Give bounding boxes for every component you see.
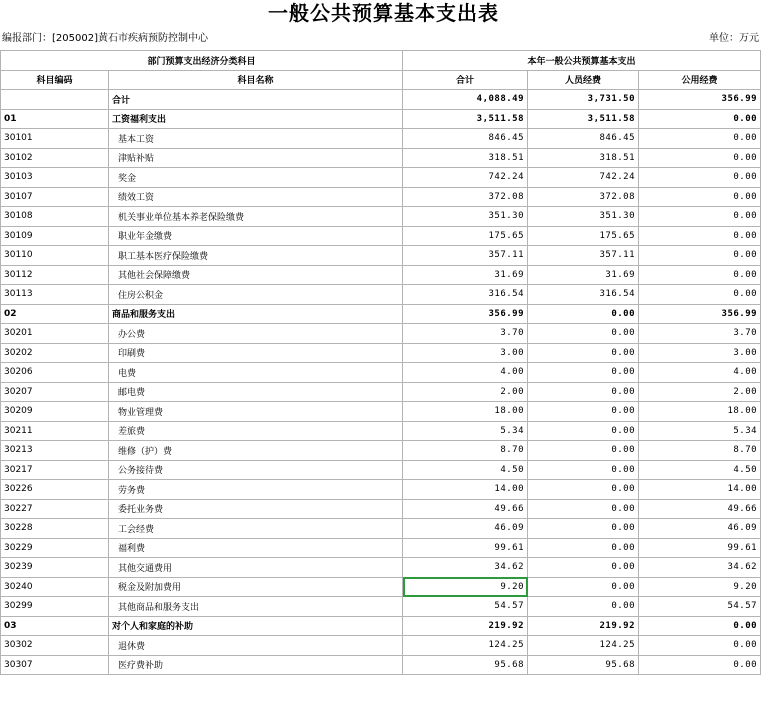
row-name-cell[interactable]: 其他交通费用 bbox=[109, 558, 403, 578]
row-public-cell[interactable]: 0.00 bbox=[639, 129, 761, 149]
row-code-cell[interactable]: 30108 bbox=[1, 207, 109, 227]
row-code-cell[interactable]: 30113 bbox=[1, 285, 109, 305]
table-row bbox=[1, 226, 761, 246]
row-name-cell[interactable]: 医疗费补助 bbox=[109, 655, 403, 675]
row-total-cell[interactable]: 34.62 bbox=[403, 558, 528, 578]
row-code-cell[interactable]: 30299 bbox=[1, 597, 109, 617]
row-personnel-cell[interactable]: 357.11 bbox=[528, 246, 639, 266]
row-name-cell[interactable]: 住房公积金 bbox=[109, 285, 403, 305]
row-name-cell[interactable]: 机关事业单位基本养老保险缴费 bbox=[109, 207, 403, 227]
table-row bbox=[1, 421, 761, 441]
row-code-cell[interactable]: 30109 bbox=[1, 226, 109, 246]
table-row bbox=[1, 324, 761, 344]
table-row bbox=[1, 265, 761, 285]
row-code-cell[interactable]: 30112 bbox=[1, 265, 109, 285]
row-total-cell[interactable]: 46.09 bbox=[403, 519, 528, 539]
row-total-cell[interactable]: 18.00 bbox=[403, 402, 528, 422]
row-personnel-cell[interactable]: 0.00 bbox=[528, 324, 639, 344]
table-row bbox=[1, 285, 761, 305]
row-total-cell[interactable]: 2.00 bbox=[403, 382, 528, 402]
table-row bbox=[1, 109, 761, 129]
unit-value: [205002]黄石市疾病预防控制中心 bbox=[52, 33, 208, 44]
row-public-cell[interactable]: 0.00 bbox=[639, 187, 761, 207]
table-row bbox=[1, 363, 761, 383]
row-public-cell[interactable]: 2.00 bbox=[639, 382, 761, 402]
row-personnel-cell[interactable]: 95.68 bbox=[528, 655, 639, 675]
unit-label: 编报部门： bbox=[2, 33, 52, 44]
row-code-cell[interactable]: 30101 bbox=[1, 129, 109, 149]
header-group-row bbox=[1, 51, 761, 71]
row-personnel-cell[interactable]: 0.00 bbox=[528, 460, 639, 480]
row-public-cell[interactable]: 4.00 bbox=[639, 363, 761, 383]
row-public-cell[interactable]: 49.66 bbox=[639, 499, 761, 519]
row-total-cell[interactable]: 124.25 bbox=[403, 636, 528, 656]
header-total[interactable]: 合计 bbox=[403, 70, 528, 90]
header-group-left[interactable]: 部门预算支出经济分类科目 bbox=[1, 51, 403, 71]
row-total-cell[interactable]: 4.00 bbox=[403, 363, 528, 383]
table-row bbox=[1, 636, 761, 656]
row-public-cell[interactable]: 0.00 bbox=[639, 655, 761, 675]
row-personnel-cell[interactable]: 0.00 bbox=[528, 343, 639, 363]
row-name-cell[interactable]: 职业年金缴费 bbox=[109, 226, 403, 246]
row-name-cell[interactable]: 工会经费 bbox=[109, 519, 403, 539]
row-total-cell[interactable]: 3.00 bbox=[403, 343, 528, 363]
row-public-cell[interactable]: 46.09 bbox=[639, 519, 761, 539]
row-public-cell[interactable]: 8.70 bbox=[639, 441, 761, 461]
row-total-cell[interactable]: 9.20 bbox=[403, 577, 528, 597]
row-total-cell[interactable]: 95.68 bbox=[403, 655, 528, 675]
row-name-cell[interactable]: 差旅费 bbox=[109, 421, 403, 441]
table-row bbox=[1, 246, 761, 266]
row-code-cell[interactable]: 30207 bbox=[1, 382, 109, 402]
table-row bbox=[1, 460, 761, 480]
table-row bbox=[1, 616, 761, 636]
row-total-cell[interactable]: 356.99 bbox=[403, 304, 528, 324]
row-public-cell[interactable]: 0.00 bbox=[639, 109, 761, 129]
row-name-cell[interactable]: 基本工资 bbox=[109, 129, 403, 149]
row-public-cell[interactable]: 0.00 bbox=[639, 148, 761, 168]
table-row bbox=[1, 187, 761, 207]
row-public-cell[interactable]: 0.00 bbox=[639, 616, 761, 636]
header-name[interactable]: 科目名称 bbox=[109, 70, 403, 90]
header-code[interactable]: 科目编码 bbox=[1, 70, 109, 90]
row-personnel-cell[interactable]: 0.00 bbox=[528, 577, 639, 597]
row-total-cell[interactable]: 219.92 bbox=[403, 616, 528, 636]
table-row bbox=[1, 304, 761, 324]
row-total-cell[interactable]: 5.34 bbox=[403, 421, 528, 441]
row-name-cell[interactable]: 维修（护）费 bbox=[109, 441, 403, 461]
row-public-cell[interactable]: 5.34 bbox=[639, 421, 761, 441]
row-name-cell[interactable]: 绩效工资 bbox=[109, 187, 403, 207]
row-personnel-cell[interactable]: 3,731.50 bbox=[528, 90, 639, 110]
row-public-cell[interactable]: 0.00 bbox=[639, 226, 761, 246]
row-public-cell[interactable]: 3.00 bbox=[639, 343, 761, 363]
row-total-cell[interactable]: 3,511.58 bbox=[403, 109, 528, 129]
row-code-cell[interactable]: 30202 bbox=[1, 343, 109, 363]
row-personnel-cell[interactable]: 0.00 bbox=[528, 382, 639, 402]
row-code-cell[interactable]: 30211 bbox=[1, 421, 109, 441]
table-row bbox=[1, 90, 761, 110]
row-total-cell[interactable]: 316.54 bbox=[403, 285, 528, 305]
row-name-cell[interactable]: 奖金 bbox=[109, 168, 403, 188]
row-code-cell[interactable]: 30201 bbox=[1, 324, 109, 344]
row-name-cell[interactable]: 邮电费 bbox=[109, 382, 403, 402]
table-row bbox=[1, 402, 761, 422]
row-code-cell[interactable]: 30226 bbox=[1, 480, 109, 500]
row-total-cell[interactable]: 4,088.49 bbox=[403, 90, 528, 110]
table-row bbox=[1, 207, 761, 227]
row-public-cell[interactable]: 0.00 bbox=[639, 207, 761, 227]
row-code-cell[interactable]: 30227 bbox=[1, 499, 109, 519]
row-code-cell[interactable]: 30229 bbox=[1, 538, 109, 558]
row-name-cell[interactable]: 电费 bbox=[109, 363, 403, 383]
table-row bbox=[1, 441, 761, 461]
row-personnel-cell[interactable]: 0.00 bbox=[528, 558, 639, 578]
row-name-cell[interactable]: 物业管理费 bbox=[109, 402, 403, 422]
row-code-cell[interactable]: 30228 bbox=[1, 519, 109, 539]
row-public-cell[interactable]: 356.99 bbox=[639, 90, 761, 110]
row-total-cell[interactable]: 4.50 bbox=[403, 460, 528, 480]
row-name-cell[interactable]: 职工基本医疗保险缴费 bbox=[109, 246, 403, 266]
table-row bbox=[1, 655, 761, 675]
row-personnel-cell[interactable]: 31.69 bbox=[528, 265, 639, 285]
row-name-cell[interactable]: 工资福利支出 bbox=[109, 109, 403, 129]
table-row bbox=[1, 519, 761, 539]
row-personnel-cell[interactable]: 0.00 bbox=[528, 402, 639, 422]
row-total-cell[interactable]: 14.00 bbox=[403, 480, 528, 500]
row-personnel-cell[interactable]: 351.30 bbox=[528, 207, 639, 227]
row-name-cell[interactable]: 公务接待费 bbox=[109, 460, 403, 480]
row-total-cell[interactable]: 175.65 bbox=[403, 226, 528, 246]
currency-unit: 单位：万元 bbox=[709, 33, 759, 44]
row-code-cell[interactable]: 01 bbox=[1, 109, 109, 129]
row-personnel-cell[interactable]: 0.00 bbox=[528, 499, 639, 519]
row-personnel-cell[interactable]: 318.51 bbox=[528, 148, 639, 168]
row-public-cell[interactable]: 0.00 bbox=[639, 168, 761, 188]
row-personnel-cell[interactable]: 0.00 bbox=[528, 363, 639, 383]
table-row bbox=[1, 558, 761, 578]
row-name-cell[interactable]: 合计 bbox=[109, 90, 403, 110]
row-total-cell[interactable]: 357.11 bbox=[403, 246, 528, 266]
row-code-cell[interactable]: 30110 bbox=[1, 246, 109, 266]
row-total-cell[interactable]: 846.45 bbox=[403, 129, 528, 149]
row-personnel-cell[interactable]: 0.00 bbox=[528, 597, 639, 617]
row-total-cell[interactable]: 54.57 bbox=[403, 597, 528, 617]
expenditure-table bbox=[0, 50, 761, 675]
row-public-cell[interactable]: 0.00 bbox=[639, 246, 761, 266]
row-code-cell[interactable]: 30206 bbox=[1, 363, 109, 383]
row-name-cell[interactable]: 劳务费 bbox=[109, 480, 403, 500]
table-row bbox=[1, 129, 761, 149]
row-personnel-cell[interactable]: 175.65 bbox=[528, 226, 639, 246]
row-personnel-cell[interactable]: 742.24 bbox=[528, 168, 639, 188]
page-title: 一般公共预算基本支出表 bbox=[268, 1, 499, 25]
header-public[interactable]: 公用经费 bbox=[639, 70, 761, 90]
table-row bbox=[1, 499, 761, 519]
row-code-cell[interactable]: 30102 bbox=[1, 148, 109, 168]
row-total-cell[interactable]: 31.69 bbox=[403, 265, 528, 285]
row-personnel-cell[interactable]: 0.00 bbox=[528, 480, 639, 500]
row-personnel-cell[interactable]: 0.00 bbox=[528, 538, 639, 558]
row-code-cell[interactable]: 30302 bbox=[1, 636, 109, 656]
row-total-cell[interactable]: 49.66 bbox=[403, 499, 528, 519]
row-public-cell[interactable]: 0.00 bbox=[639, 265, 761, 285]
row-personnel-cell[interactable]: 219.92 bbox=[528, 616, 639, 636]
row-personnel-cell[interactable]: 846.45 bbox=[528, 129, 639, 149]
table-row bbox=[1, 480, 761, 500]
table-row bbox=[1, 168, 761, 188]
header-group-right[interactable]: 本年一般公共预算基本支出 bbox=[403, 51, 761, 71]
row-public-cell[interactable]: 34.62 bbox=[639, 558, 761, 578]
row-name-cell[interactable]: 商品和服务支出 bbox=[109, 304, 403, 324]
row-code-cell[interactable]: 30103 bbox=[1, 168, 109, 188]
row-code-cell[interactable] bbox=[1, 90, 109, 110]
row-name-cell[interactable]: 对个人和家庭的补助 bbox=[109, 616, 403, 636]
row-code-cell[interactable]: 30213 bbox=[1, 441, 109, 461]
header-row bbox=[1, 70, 761, 90]
row-personnel-cell[interactable]: 3,511.58 bbox=[528, 109, 639, 129]
row-name-cell[interactable]: 委托业务费 bbox=[109, 499, 403, 519]
row-public-cell[interactable]: 4.50 bbox=[639, 460, 761, 480]
table-row bbox=[1, 597, 761, 617]
row-name-cell[interactable]: 办公费 bbox=[109, 324, 403, 344]
row-public-cell[interactable]: 99.61 bbox=[639, 538, 761, 558]
row-name-cell[interactable]: 津贴补贴 bbox=[109, 148, 403, 168]
row-public-cell[interactable]: 356.99 bbox=[639, 304, 761, 324]
row-name-cell[interactable]: 福利费 bbox=[109, 538, 403, 558]
table-row bbox=[1, 148, 761, 168]
row-public-cell[interactable]: 0.00 bbox=[639, 285, 761, 305]
row-personnel-cell[interactable]: 372.08 bbox=[528, 187, 639, 207]
row-total-cell[interactable]: 99.61 bbox=[403, 538, 528, 558]
table-row bbox=[1, 538, 761, 558]
table-row bbox=[1, 577, 761, 597]
row-public-cell[interactable]: 54.57 bbox=[639, 597, 761, 617]
row-total-cell[interactable]: 742.24 bbox=[403, 168, 528, 188]
row-public-cell[interactable]: 18.00 bbox=[639, 402, 761, 422]
row-public-cell[interactable]: 14.00 bbox=[639, 480, 761, 500]
row-code-cell[interactable]: 30307 bbox=[1, 655, 109, 675]
row-name-cell[interactable]: 印刷费 bbox=[109, 343, 403, 363]
row-personnel-cell[interactable]: 124.25 bbox=[528, 636, 639, 656]
row-public-cell[interactable]: 3.70 bbox=[639, 324, 761, 344]
row-code-cell[interactable]: 30239 bbox=[1, 558, 109, 578]
row-name-cell[interactable]: 其他社会保障缴费 bbox=[109, 265, 403, 285]
row-personnel-cell[interactable]: 0.00 bbox=[528, 441, 639, 461]
row-total-cell[interactable]: 372.08 bbox=[403, 187, 528, 207]
row-name-cell[interactable]: 退休费 bbox=[109, 636, 403, 656]
table-row bbox=[1, 382, 761, 402]
row-personnel-cell[interactable]: 316.54 bbox=[528, 285, 639, 305]
row-public-cell[interactable]: 9.20 bbox=[639, 577, 761, 597]
row-personnel-cell[interactable]: 0.00 bbox=[528, 304, 639, 324]
row-total-cell[interactable]: 318.51 bbox=[403, 148, 528, 168]
row-total-cell[interactable]: 351.30 bbox=[403, 207, 528, 227]
row-code-cell[interactable]: 30107 bbox=[1, 187, 109, 207]
row-total-cell[interactable]: 3.70 bbox=[403, 324, 528, 344]
row-total-cell[interactable]: 8.70 bbox=[403, 441, 528, 461]
row-personnel-cell[interactable]: 0.00 bbox=[528, 421, 639, 441]
header-personnel[interactable]: 人员经费 bbox=[528, 70, 639, 90]
row-code-cell[interactable]: 30240 bbox=[1, 577, 109, 597]
row-public-cell[interactable]: 0.00 bbox=[639, 636, 761, 656]
row-code-cell[interactable]: 02 bbox=[1, 304, 109, 324]
unit-info bbox=[2, 32, 208, 46]
row-personnel-cell[interactable]: 0.00 bbox=[528, 519, 639, 539]
row-name-cell[interactable]: 税金及附加费用 bbox=[109, 577, 403, 597]
row-code-cell[interactable]: 30217 bbox=[1, 460, 109, 480]
table-row bbox=[1, 343, 761, 363]
row-code-cell[interactable]: 30209 bbox=[1, 402, 109, 422]
row-name-cell[interactable]: 其他商品和服务支出 bbox=[109, 597, 403, 617]
row-code-cell[interactable]: 03 bbox=[1, 616, 109, 636]
